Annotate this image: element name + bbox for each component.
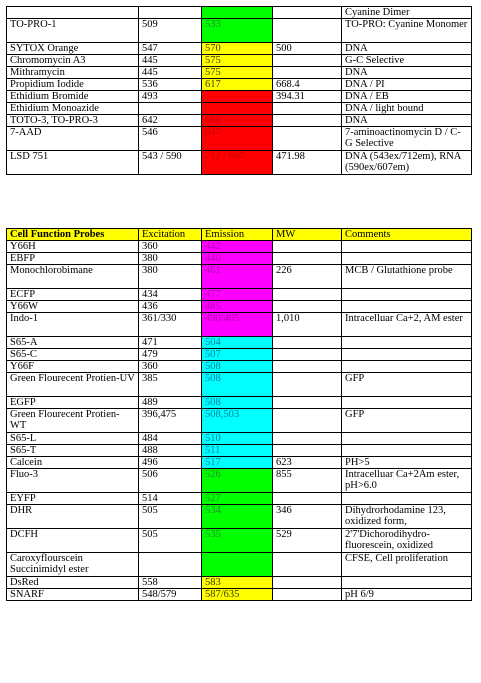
header-mw: MW [273, 229, 342, 241]
cell-name: DHR [7, 505, 139, 529]
cell-name: LSD 751 [7, 151, 139, 175]
cell-em: 533 [202, 19, 273, 43]
cell-name: Y66W [7, 301, 139, 313]
cell-name: Monochlorobimane [7, 265, 139, 289]
cell-mw: 1,010 [273, 313, 342, 337]
cell-comments: GFP [342, 373, 472, 397]
cell-comments: DNA [342, 115, 472, 127]
cell-comments: 2'7'Dichorodihydro-fluorescein, oxidized [342, 529, 472, 553]
table-row [7, 409, 472, 433]
cell-mw [273, 433, 342, 445]
cell-name: Calcein [7, 457, 139, 469]
cell-ex: 505 [139, 529, 202, 553]
cell-ex: 546 [139, 127, 202, 151]
cell-mw [273, 553, 342, 577]
cell-mw [273, 301, 342, 313]
header-comments: Comments [342, 229, 472, 241]
table-row [7, 79, 472, 91]
cell-ex: 380 [139, 265, 202, 289]
cell-em: 485 [202, 301, 273, 313]
dna-dye-table [6, 6, 472, 175]
table-row [7, 103, 472, 115]
cell-em: 511 [202, 445, 273, 457]
cell-name: TO-PRO-1 [7, 19, 139, 43]
header-emission: Emission [202, 229, 273, 241]
cell-name: Indo-1 [7, 313, 139, 337]
table-row [7, 493, 472, 505]
cell-em: 508 [202, 397, 273, 409]
table-row [7, 241, 472, 253]
cell-mw [273, 55, 342, 67]
cell-mw [273, 493, 342, 505]
cell-name: EGFP [7, 397, 139, 409]
cell-function-probes-table [6, 228, 472, 601]
cell-mw: 668.4 [273, 79, 342, 91]
cell-mw [273, 337, 342, 349]
cell-mw [273, 19, 342, 43]
cell-ex: 505 [139, 505, 202, 529]
cell-em: 461 [202, 265, 273, 289]
cell-ex: 496 [139, 457, 202, 469]
cell-comments: G-C Selective [342, 55, 472, 67]
table-row [7, 577, 472, 589]
cell-name: Propidium Iodide [7, 79, 139, 91]
cell-em: 442 [202, 241, 273, 253]
cell-em: 712 / 607 [202, 151, 273, 175]
cell-ex: 484 [139, 433, 202, 445]
table-row [7, 361, 472, 373]
cell-name: Fluo-3 [7, 469, 139, 493]
cell-mw [273, 289, 342, 301]
cell-name: S65-L [7, 433, 139, 445]
cell-em [202, 7, 273, 19]
cell-ex: 506 [139, 469, 202, 493]
cell-name: DCFH [7, 529, 139, 553]
cell-mw: 346 [273, 505, 342, 529]
table-row [7, 43, 472, 55]
cell-em: 477 [202, 289, 273, 301]
cell-ex [139, 553, 202, 577]
cell-name: Caroxyflourscein Succinimidyl ester [7, 553, 139, 577]
cell-name: Green Flourecent Protien-UV [7, 373, 139, 397]
cell-comments: GFP [342, 409, 472, 433]
cell-comments [342, 301, 472, 313]
cell-comments [342, 337, 472, 349]
cell-mw [273, 7, 342, 19]
cell-comments: 7-aminoactinomycin D / C-G Selective [342, 127, 472, 151]
cell-comments: TO-PRO: Cyanine Monomer [342, 19, 472, 43]
cell-mw [273, 373, 342, 397]
table-row [7, 151, 472, 175]
table-row [7, 301, 472, 313]
cell-em: 490/405 [202, 313, 273, 337]
cell-comments [342, 241, 472, 253]
cell-comments [342, 397, 472, 409]
cell-ex: 558 [139, 577, 202, 589]
cell-name [7, 7, 139, 19]
cell-ex: 509 [139, 19, 202, 43]
table-row [7, 553, 472, 577]
cell-comments [342, 577, 472, 589]
cell-comments: pH 6/9 [342, 589, 472, 601]
cell-name: Mithramycin [7, 67, 139, 79]
cell-ex [139, 103, 202, 115]
cell-ex: 361/330 [139, 313, 202, 337]
cell-mw [273, 67, 342, 79]
cell-name: S65-T [7, 445, 139, 457]
cell-em: 575 [202, 55, 273, 67]
cell-ex: 436 [139, 301, 202, 313]
table-row [7, 397, 472, 409]
cell-comments: CFSE, Cell proliferation [342, 553, 472, 577]
cell-comments: Intracelluar Ca+2Am ester, pH>6.0 [342, 469, 472, 493]
table-row [7, 265, 472, 289]
cell-em: 534 [202, 505, 273, 529]
table-row [7, 589, 472, 601]
cell-comments: DNA / light bound [342, 103, 472, 115]
cell-em: 570 [202, 43, 273, 55]
cell-em: 504 [202, 337, 273, 349]
cell-name: S65-C [7, 349, 139, 361]
cell-comments: Cyanine Dimer [342, 7, 472, 19]
cell-name: Ethidium Monoazide [7, 103, 139, 115]
table-row [7, 457, 472, 469]
cell-em: 527 [202, 493, 273, 505]
table-row [7, 127, 472, 151]
cell-mw [273, 397, 342, 409]
table-row [7, 349, 472, 361]
cell-em: 526 [202, 469, 273, 493]
cell-comments: DNA [342, 67, 472, 79]
cell-mw [273, 103, 342, 115]
cell-ex: 396,475 [139, 409, 202, 433]
table-row [7, 55, 472, 67]
cell-ex: 488 [139, 445, 202, 457]
table-header-row [7, 229, 472, 241]
cell-mw [273, 577, 342, 589]
table-row [7, 67, 472, 79]
table-row [7, 445, 472, 457]
cell-ex: 536 [139, 79, 202, 91]
cell-em: 617 [202, 79, 273, 91]
cell-name: SYTOX Orange [7, 43, 139, 55]
cell-em: 510 [202, 433, 273, 445]
cell-mw [273, 127, 342, 151]
cell-ex: 479 [139, 349, 202, 361]
cell-mw: 623 [273, 457, 342, 469]
header-probe-name: Cell Function Probes [7, 229, 139, 241]
cell-name: SNARF [7, 589, 139, 601]
cell-em: 508 [202, 373, 273, 397]
table-row [7, 469, 472, 493]
cell-comments [342, 493, 472, 505]
cell-name: S65-A [7, 337, 139, 349]
cell-name: Y66F [7, 361, 139, 373]
cell-comments [342, 433, 472, 445]
cell-mw: 471.98 [273, 151, 342, 175]
cell-em: 575 [202, 67, 273, 79]
cell-mw: 855 [273, 469, 342, 493]
cell-comments: DNA (543ex/712em), RNA (590ex/607em) [342, 151, 472, 175]
cell-em: 660 [202, 115, 273, 127]
cell-em: 508,503 [202, 409, 273, 433]
cell-ex: 489 [139, 397, 202, 409]
cell-comments: MCB / Glutathione probe [342, 265, 472, 289]
cell-em: 508 [202, 361, 273, 373]
cell-mw [273, 253, 342, 265]
cell-mw: 394.31 [273, 91, 342, 103]
cell-mw [273, 241, 342, 253]
cell-ex: 493 [139, 91, 202, 103]
cell-comments [342, 349, 472, 361]
cell-em: 507 [202, 349, 273, 361]
cell-name: Green Flourecent Protien-WT [7, 409, 139, 433]
cell-ex: 547 [139, 43, 202, 55]
cell-em: 440 [202, 253, 273, 265]
table-row [7, 289, 472, 301]
cell-mw: 226 [273, 265, 342, 289]
cell-ex: 385 [139, 373, 202, 397]
cell-name: Ethidium Bromide [7, 91, 139, 103]
cell-name: ECFP [7, 289, 139, 301]
cell-ex: 642 [139, 115, 202, 127]
cell-comments: Intracelluar Ca+2, AM ester [342, 313, 472, 337]
table-row [7, 529, 472, 553]
cell-mw [273, 409, 342, 433]
dna-dye-table-body [7, 7, 472, 175]
cell-comments: PH>5 [342, 457, 472, 469]
cell-mw [273, 445, 342, 457]
cell-comments: DNA [342, 43, 472, 55]
cell-name: EBFP [7, 253, 139, 265]
cell-mw: 529 [273, 529, 342, 553]
cell-name: EYFP [7, 493, 139, 505]
table-row [7, 253, 472, 265]
cell-ex [139, 7, 202, 19]
cell-comments [342, 253, 472, 265]
cell-em: 583 [202, 577, 273, 589]
cell-ex: 548/579 [139, 589, 202, 601]
cell-em [202, 103, 273, 115]
cell-em: 517 [202, 457, 273, 469]
cell-function-probes-table-body [7, 229, 472, 601]
cell-mw [273, 115, 342, 127]
cell-em [202, 553, 273, 577]
cell-ex: 360 [139, 361, 202, 373]
cell-ex: 471 [139, 337, 202, 349]
cell-name: Chromomycin A3 [7, 55, 139, 67]
table-row [7, 505, 472, 529]
cell-name: 7-AAD [7, 127, 139, 151]
cell-ex: 514 [139, 493, 202, 505]
cell-ex: 445 [139, 67, 202, 79]
table-row [7, 115, 472, 127]
cell-comments [342, 361, 472, 373]
cell-ex: 360 [139, 241, 202, 253]
header-excitation: Excitation [139, 229, 202, 241]
cell-em: 587/635 [202, 589, 273, 601]
cell-em [202, 91, 273, 103]
cell-mw [273, 589, 342, 601]
cell-ex: 380 [139, 253, 202, 265]
cell-ex: 543 / 590 [139, 151, 202, 175]
table-row [7, 91, 472, 103]
cell-mw [273, 349, 342, 361]
table-row [7, 433, 472, 445]
cell-em: 647 [202, 127, 273, 151]
table-row [7, 373, 472, 397]
cell-comments [342, 445, 472, 457]
cell-mw: 500 [273, 43, 342, 55]
cell-ex: 445 [139, 55, 202, 67]
cell-comments: Dihydrorhodamine 123, oxidized form, [342, 505, 472, 529]
cell-comments: DNA / EB [342, 91, 472, 103]
cell-name: DsRed [7, 577, 139, 589]
cell-mw [273, 361, 342, 373]
table-row [7, 337, 472, 349]
cell-comments: DNA / PI [342, 79, 472, 91]
cell-comments [342, 289, 472, 301]
cell-name: Y66H [7, 241, 139, 253]
cell-em: 535 [202, 529, 273, 553]
table-row [7, 7, 472, 19]
table-row [7, 19, 472, 43]
cell-name: TOTO-3, TO-PRO-3 [7, 115, 139, 127]
table-row [7, 313, 472, 337]
cell-ex: 434 [139, 289, 202, 301]
